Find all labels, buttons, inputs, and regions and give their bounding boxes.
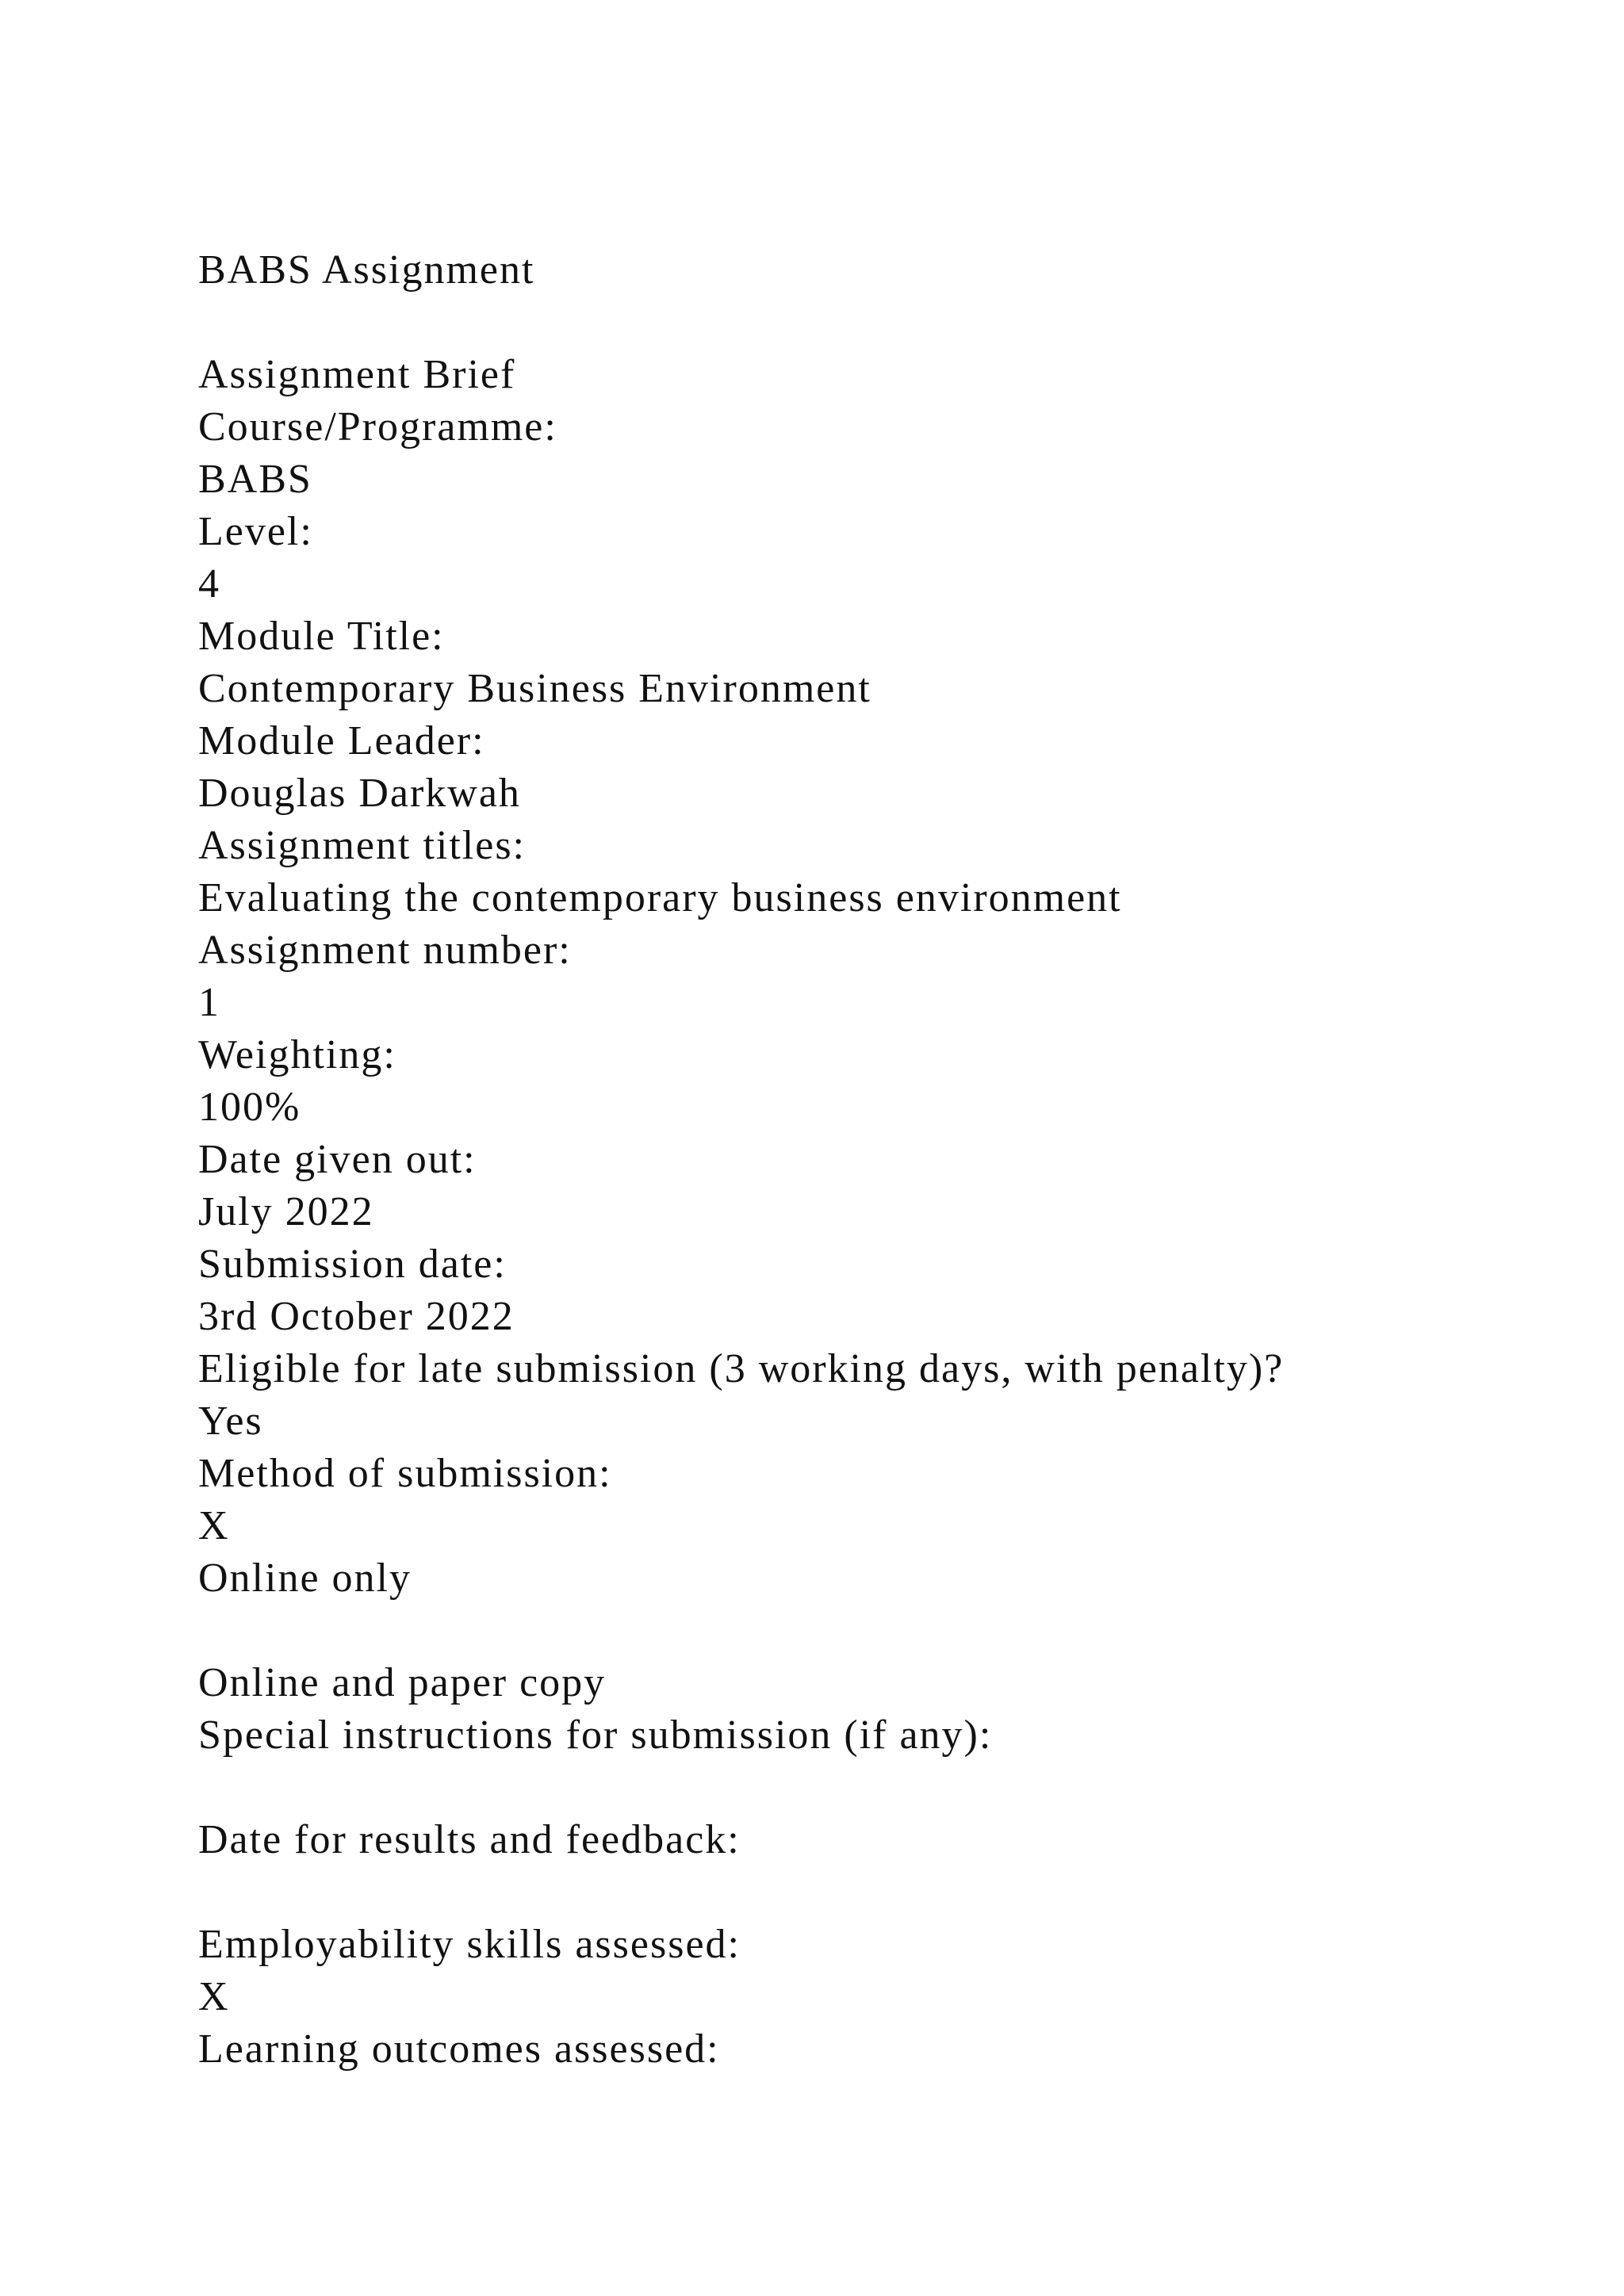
field-label-late-submission: Eligible for late submission (3 working days, with penalty)?	[198, 1346, 1285, 1391]
field-value-submission-date: 3rd October 2022	[198, 1294, 515, 1339]
blank-line	[198, 1605, 1284, 1657]
blank-line	[198, 1762, 1284, 1814]
assignment-brief-body	[198, 349, 1284, 2076]
field-value-date-given-out: July 2022	[198, 1189, 374, 1234]
field-label-course-programme: Course/Programme:	[198, 404, 557, 450]
field-value-assignment-number: 1	[198, 980, 220, 1025]
employability-skills-mark: X	[198, 1974, 230, 2019]
field-label-method-of-submission: Method of submission:	[198, 1451, 612, 1496]
submission-option-online-and-paper: Online and paper copy	[198, 1660, 607, 1705]
field-value-assignment-titles: Evaluating the contemporary business environment	[198, 875, 1122, 920]
field-value-level: 4	[198, 561, 220, 607]
field-label-learning-outcomes: Learning outcomes assessed:	[198, 2026, 720, 2072]
submission-method-mark: X	[198, 1503, 230, 1548]
field-label-module-title: Module Title:	[198, 614, 445, 659]
field-label-employability-skills: Employability skills assessed:	[198, 1922, 741, 1967]
field-value-module-leader: Douglas Darkwah	[198, 771, 521, 816]
field-label-date-given-out: Date given out:	[198, 1137, 477, 1182]
field-value-course-programme: BABS	[198, 457, 312, 502]
field-label-submission-date: Submission date:	[198, 1242, 507, 1287]
blank-line	[198, 1866, 1284, 1919]
field-value-late-submission: Yes	[198, 1399, 263, 1444]
field-value-weighting: 100%	[198, 1085, 301, 1130]
field-label-module-leader: Module Leader:	[198, 718, 485, 763]
field-label-weighting: Weighting:	[198, 1032, 396, 1077]
field-label-level: Level:	[198, 509, 313, 554]
submission-option-online-only: Online only	[198, 1556, 412, 1601]
field-label-results-feedback-date: Date for results and feedback:	[198, 1817, 741, 1862]
document-title: BABS Assignment	[198, 247, 535, 293]
field-label-assignment-titles: Assignment titles:	[198, 823, 526, 868]
field-label-assignment-number: Assignment number:	[198, 928, 572, 973]
field-value-module-title: Contemporary Business Environment	[198, 666, 871, 711]
section-heading-assignment-brief: Assignment Brief	[198, 352, 516, 397]
field-label-special-instructions: Special instructions for submission (if any):	[198, 1712, 993, 1758]
